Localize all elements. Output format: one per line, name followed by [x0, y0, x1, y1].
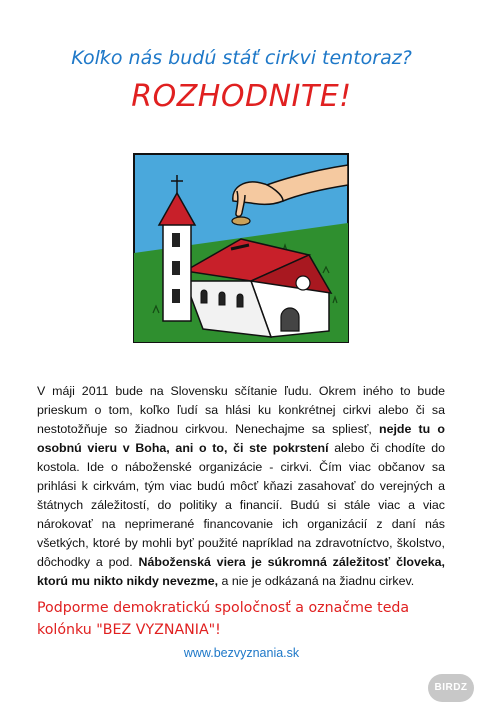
- body-paragraph: [37, 382, 445, 591]
- church-coin-donation-icon: [133, 153, 349, 343]
- call-to-action: Podporme demokratickú spoločnosť a označme teda kolónku "BEZ VYZNANIA"!: [37, 600, 410, 638]
- headline-question: Koľko nás budú stáť cirkvi tentoraz?: [71, 47, 412, 69]
- body-text-2: alebo či chodíte do kostola. Ide o náboženské organizácie - cirkvi. Čím viac občanov sa prihlási k cirkvám, tým viac budú môcť kňazi zasahovať do verejných a štátnych záležitostí, do politiky a financií. Budú si stále viac a viac nárokovať na neprimerané financovanie ich organizácií z daní nás všetkých, ktoré by mohli byť použité napríklad na zdravotníctvo, školstvo, dôchodky a pod.: [37, 441, 445, 569]
- page-title: ROZHODNITE!: [131, 79, 352, 114]
- body-bold-1: nejde tu o osobnú vieru v Boha, ani o to, či ste pokrstení: [37, 422, 445, 455]
- watermark-logo: BIRDZ: [428, 674, 474, 702]
- website-link[interactable]: www.bezvyznania.sk: [183, 646, 300, 660]
- body-text-1: V máji 2011 bude na Slovensku sčítanie ľudu. Okrem iného to bude prieskum o tom, koľko ľudí sa hlási ku konkrétnej cirkvi alebo či sa nestotožňuje so žiadnou cirkvou. Nenechajme sa spliesť,: [37, 384, 445, 436]
- body-bold-2: Náboženská viera je súkromná záležitosť človeka, ktorú mu nikto nikdy nevezme,: [37, 555, 445, 588]
- body-text-3: a nie je odkázaná na žiadnu cirkev.: [218, 574, 415, 588]
